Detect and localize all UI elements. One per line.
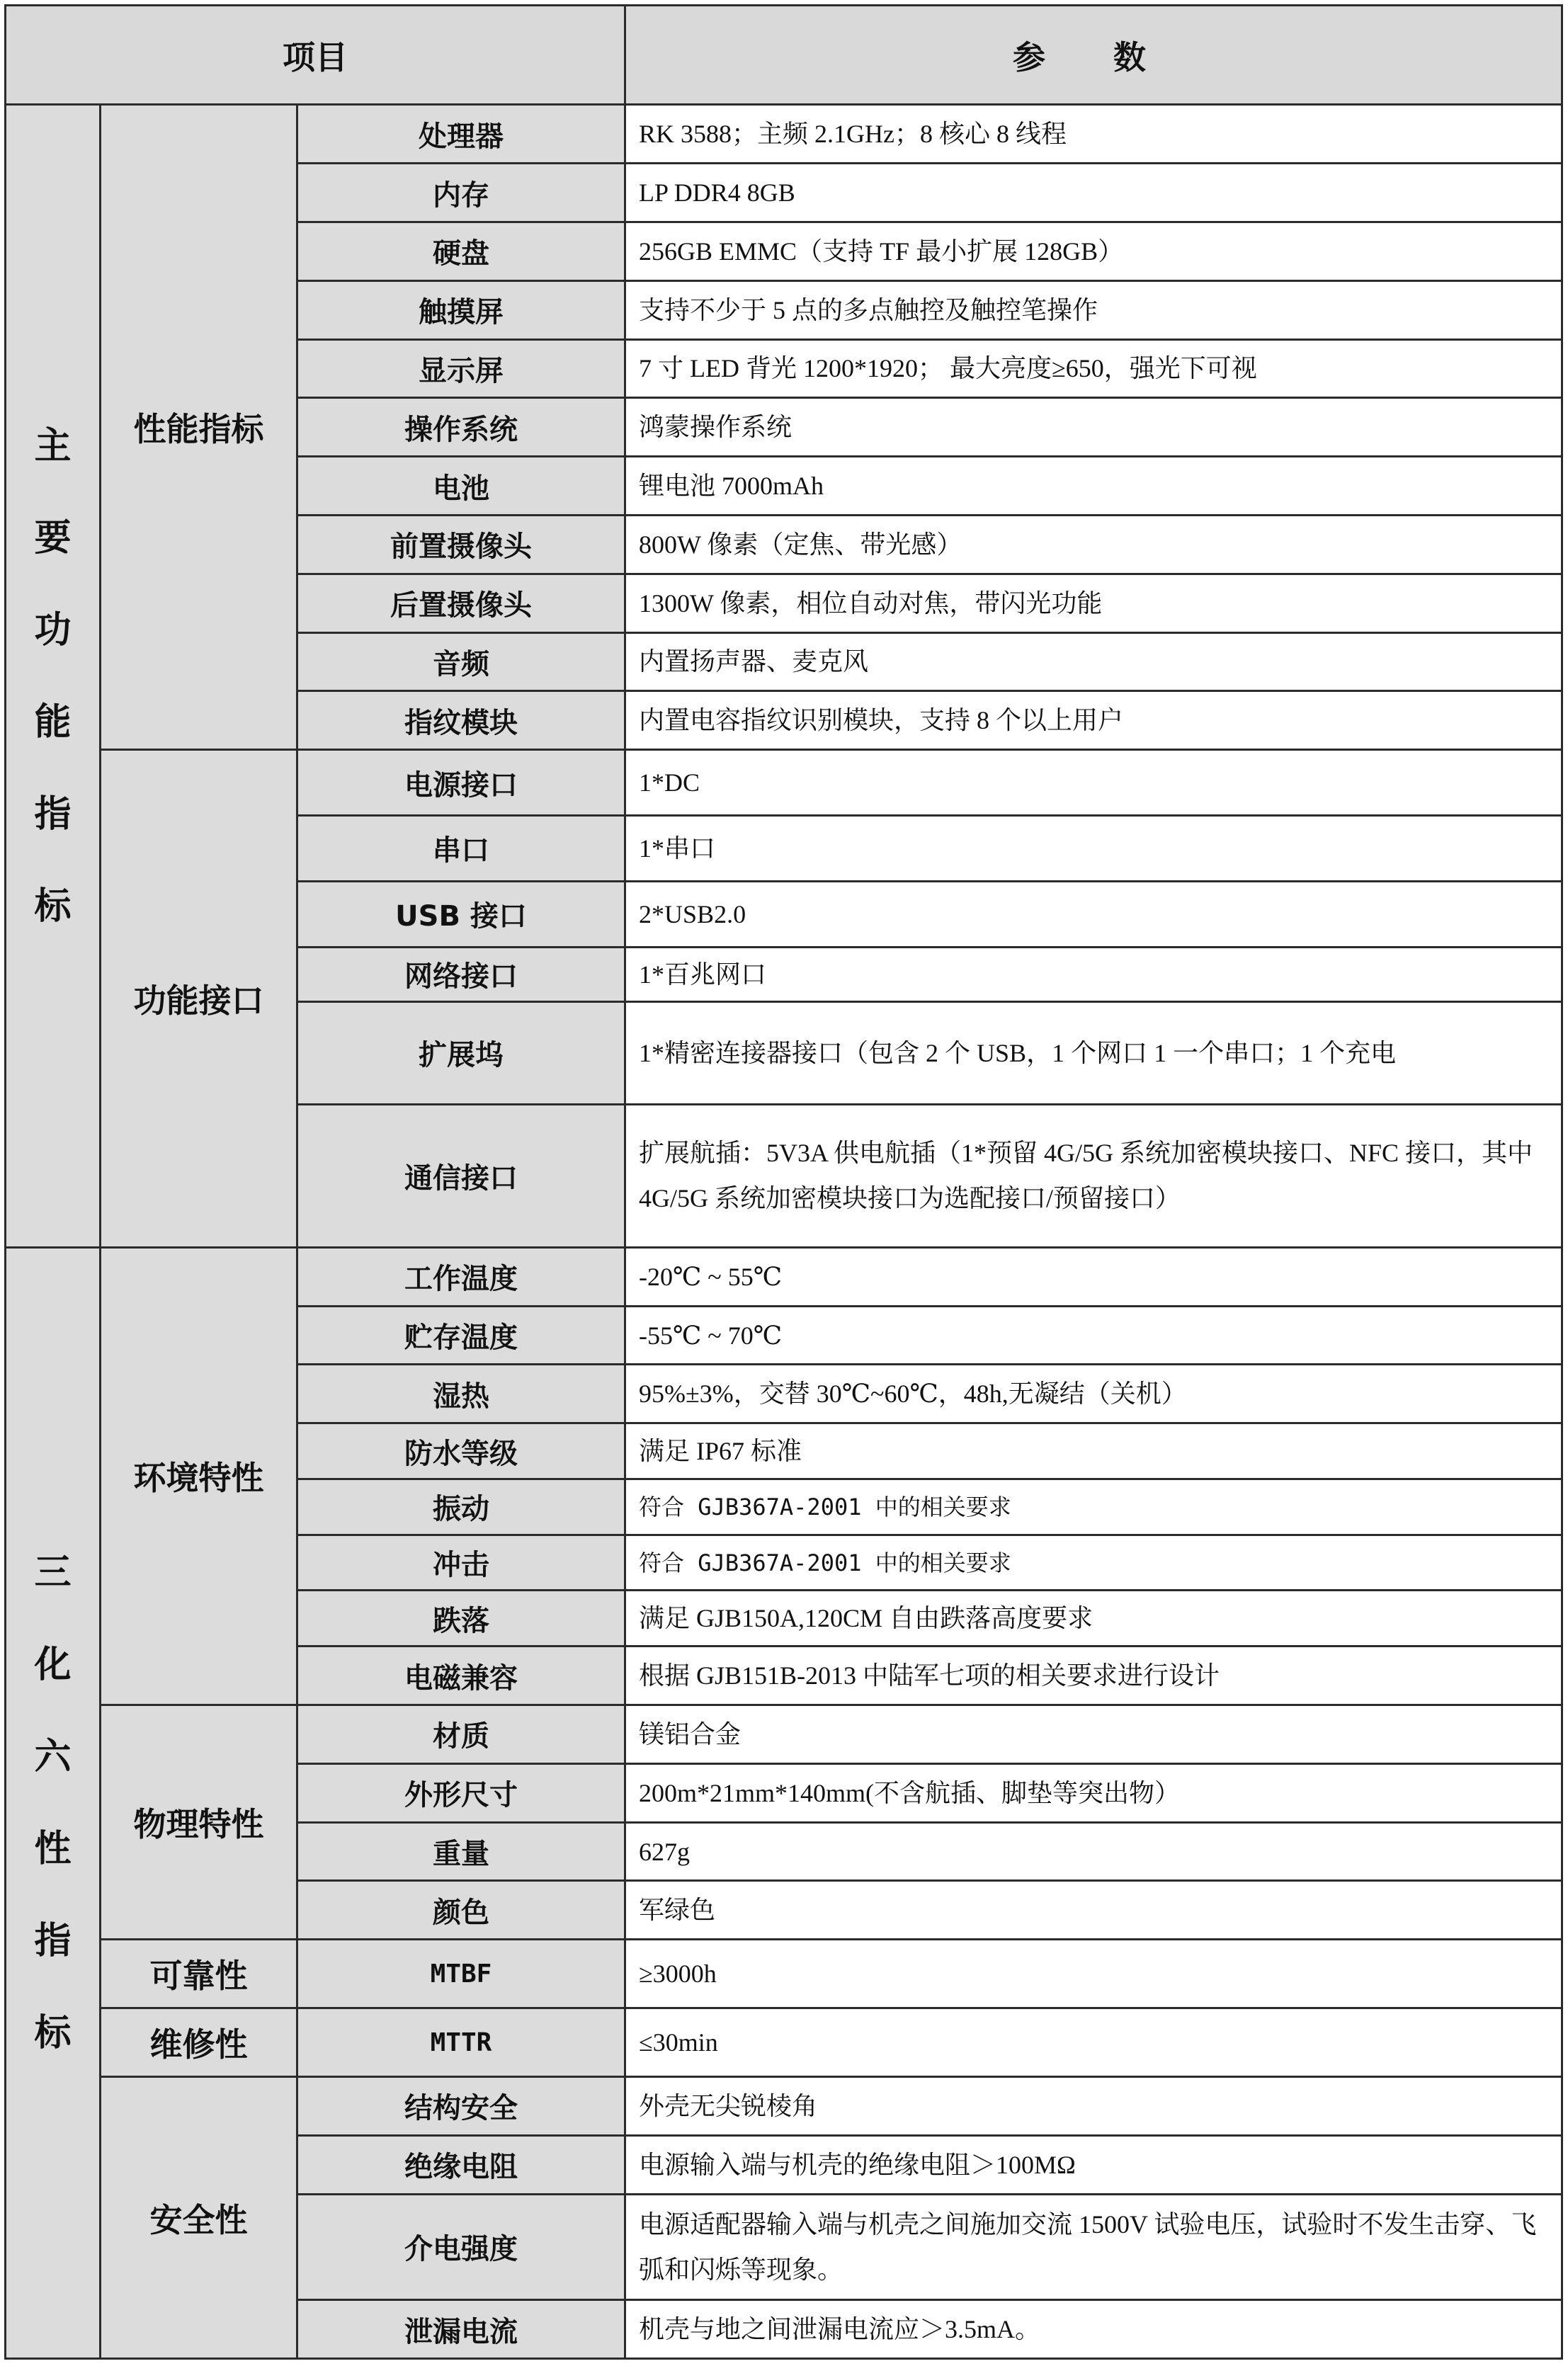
item-label: 操作系统 <box>297 398 625 457</box>
param-value: 1*百兆网口 <box>625 947 1562 1001</box>
param-value: 根据 GJB151B-2013 中陆军七项的相关要求进行设计 <box>625 1646 1562 1705</box>
subcategory-function-interface: 功能接口 <box>101 750 297 1248</box>
table-row <box>6 1705 1562 1764</box>
param-value: 256GB EMMC（支持 TF 最小扩展 128GB） <box>625 222 1562 280</box>
param-value: 7 寸 LED 背光 1200*1920； 最大亮度≥650，强光下可视 <box>625 339 1562 398</box>
item-label: 指纹模块 <box>297 691 625 750</box>
param-value: 电源输入端与机壳的绝缘电阻＞100MΩ <box>625 2135 1562 2194</box>
param-value: -20℃ ~ 55℃ <box>625 1247 1562 1306</box>
param-value: 军绿色 <box>625 1881 1562 1940</box>
param-value: 627g <box>625 1822 1562 1881</box>
param-value: 满足 IP67 标准 <box>625 1423 1562 1479</box>
table-row <box>6 2008 1562 2077</box>
item-label: MTBF <box>297 1940 625 2008</box>
table-row <box>6 1247 1562 1306</box>
param-value: -55℃ ~ 70℃ <box>625 1306 1562 1365</box>
item-label: 处理器 <box>297 105 625 164</box>
item-label: 外形尺寸 <box>297 1763 625 1822</box>
table-row <box>6 105 1562 164</box>
param-value: 200m*21mm*140mm(不含航插、脚垫等突出物） <box>625 1763 1562 1822</box>
item-label: 网络接口 <box>297 947 625 1001</box>
param-value: LP DDR4 8GB <box>625 164 1562 222</box>
param-value: 1*串口 <box>625 816 1562 882</box>
table-row <box>6 750 1562 816</box>
subcategory-safety: 安全性 <box>101 2077 297 2359</box>
item-label: 触摸屏 <box>297 280 625 339</box>
param-value: ≥3000h <box>625 1940 1562 2008</box>
param-value: 满足 GJB150A,120CM 自由跌落高度要求 <box>625 1591 1562 1646</box>
param-value: 内置电容指纹识别模块，支持 8 个以上用户 <box>625 691 1562 750</box>
item-label: 显示屏 <box>297 339 625 398</box>
item-label: 重量 <box>297 1822 625 1881</box>
table-row <box>6 1940 1562 2008</box>
item-label: USB 接口 <box>297 881 625 947</box>
param-value: 电源适配器输入端与机壳之间施加交流 1500V 试验电压，试验时不发生击穿、飞弧和闪烁等现象。 <box>625 2194 1562 2299</box>
subcategory-physical: 物理特性 <box>101 1705 297 1940</box>
param-value: 95%±3%，交替 30℃~60℃，48h,无凝结（关机） <box>625 1365 1562 1423</box>
item-label: 绝缘电阻 <box>297 2135 625 2194</box>
param-value: 镁铝合金 <box>625 1705 1562 1764</box>
item-label: MTTR <box>297 2008 625 2077</box>
param-value: 1*DC <box>625 750 1562 816</box>
param-value: 外壳无尖锐棱角 <box>625 2077 1562 2136</box>
param-value: 支持不少于 5 点的多点触控及触控笔操作 <box>625 280 1562 339</box>
item-label: 电池 <box>297 457 625 516</box>
spec-table <box>4 4 1563 2360</box>
item-label: 介电强度 <box>297 2194 625 2299</box>
category-main-function: 主 要 功 能 指 标 <box>6 105 101 1248</box>
item-label: 防水等级 <box>297 1423 625 1479</box>
param-value: 机壳与地之间泄漏电流应＞3.5mA。 <box>625 2300 1562 2359</box>
param-value: 1300W 像素，相位自动对焦，带闪光功能 <box>625 574 1562 632</box>
item-label: 后置摄像头 <box>297 574 625 632</box>
param-value: 1*精密连接器接口（包含 2 个 USB，1 个网口 1 一个串口；1 个充电 <box>625 1001 1562 1104</box>
item-label: 扩展坞 <box>297 1001 625 1104</box>
param-value: 鸿蒙操作系统 <box>625 398 1562 457</box>
subcategory-maintainability: 维修性 <box>101 2008 297 2077</box>
subcategory-performance: 性能指标 <box>101 105 297 750</box>
item-label: 跌落 <box>297 1591 625 1646</box>
param-value: 2*USB2.0 <box>625 881 1562 947</box>
item-label: 硬盘 <box>297 222 625 280</box>
item-label: 前置摄像头 <box>297 515 625 574</box>
item-label: 冲击 <box>297 1535 625 1591</box>
item-label: 泄漏电流 <box>297 2300 625 2359</box>
item-label: 振动 <box>297 1479 625 1535</box>
item-label: 湿热 <box>297 1365 625 1423</box>
param-value: 800W 像素（定焦、带光感） <box>625 515 1562 574</box>
item-label: 结构安全 <box>297 2077 625 2136</box>
item-label: 串口 <box>297 816 625 882</box>
param-value: 符合 GJB367A-2001 中的相关要求 <box>625 1535 1562 1591</box>
param-value: 符合 GJB367A-2001 中的相关要求 <box>625 1479 1562 1535</box>
item-label: 电磁兼容 <box>297 1646 625 1705</box>
param-value: 内置扬声器、麦克风 <box>625 632 1562 691</box>
param-value: RK 3588；主频 2.1GHz；8 核心 8 线程 <box>625 105 1562 164</box>
param-value: 扩展航插：5V3A 供电航插（1*预留 4G/5G 系统加密模块接口、NFC 接口，其中 4G/5G 系统加密模块接口为选配接口/预留接口） <box>625 1104 1562 1247</box>
item-label: 电源接口 <box>297 750 625 816</box>
subcategory-environment: 环境特性 <box>101 1247 297 1705</box>
table-row <box>6 2077 1562 2136</box>
category-three-six: 三 化 六 性 指 标 <box>6 1247 101 2358</box>
param-value: ≤30min <box>625 2008 1562 2077</box>
item-label: 材质 <box>297 1705 625 1764</box>
table-header-row <box>6 6 1562 105</box>
item-label: 工作温度 <box>297 1247 625 1306</box>
param-value: 锂电池 7000mAh <box>625 457 1562 516</box>
subcategory-reliability: 可靠性 <box>101 1940 297 2008</box>
item-label: 贮存温度 <box>297 1306 625 1365</box>
item-label: 颜色 <box>297 1881 625 1940</box>
item-label: 内存 <box>297 164 625 222</box>
header-param: 参 数 <box>625 6 1562 105</box>
item-label: 通信接口 <box>297 1104 625 1247</box>
header-item: 项目 <box>6 6 625 105</box>
item-label: 音频 <box>297 632 625 691</box>
